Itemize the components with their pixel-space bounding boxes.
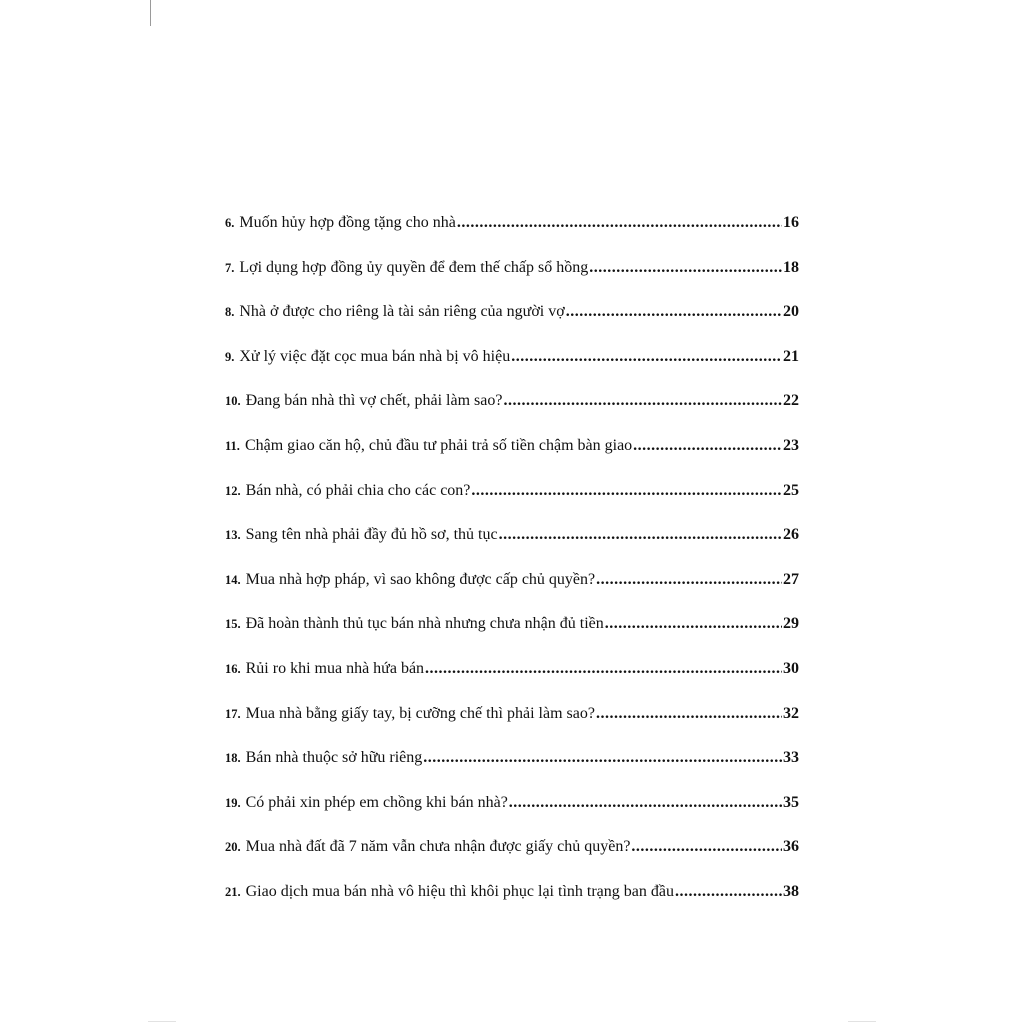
toc-entry-page: 29 [783,615,799,633]
page-bottom-edge-right [848,1021,876,1022]
toc-entry-page: 26 [783,526,799,544]
toc-entry-number: 7. [225,260,235,275]
dot-leader [423,743,782,773]
page-edge-mark [150,0,151,26]
toc-entry[interactable] [225,431,799,476]
toc-entry-title: Bán nhà thuộc sở hữu riêng [245,749,423,767]
toc-entry-title: Giao dịch mua bán nhà vô hiệu thì khôi phục lại tình trạng ban đầu [245,882,674,900]
toc-entry[interactable] [225,743,799,788]
toc-entry-title: Có phải xin phép em chồng khi bán nhà? [245,793,508,811]
toc-entry-page: 18 [783,258,799,276]
toc-entry-title: Lợi dụng hợp đồng ủy quyền để đem thế chấp sổ hồng [239,258,589,276]
toc-entry-page: 25 [783,481,799,499]
toc-entry-title: Mua nhà bằng giấy tay, bị cưỡng chế thì phải làm sao? [245,704,595,722]
dot-leader [457,208,782,238]
toc-entry[interactable] [225,520,799,565]
toc-entry-number: 6. [225,216,235,230]
toc-entry-number: 12. [225,483,241,498]
toc-entry-title: Mua nhà hợp pháp, vì sao không được cấp chủ quyền? [245,570,596,588]
toc-entry-page: 27 [783,570,799,588]
toc-entry[interactable] [225,609,799,654]
toc-entry[interactable] [225,877,799,922]
toc-entry-number: 17. [225,706,241,721]
toc-entry-title: Mua nhà đất đã 7 năm vẫn chưa nhận được giấy chủ quyền? [245,838,631,856]
dot-leader [675,877,782,907]
toc-entry-title: Muốn hủy hợp đồng tặng cho nhà [239,214,456,231]
table-of-contents [225,208,799,922]
page-bottom-edge-left [148,1021,176,1022]
dot-leader [471,476,782,506]
toc-entry-number: 20. [225,840,241,855]
toc-entry-number: 11. [225,438,240,453]
toc-entry[interactable] [225,654,799,699]
toc-entry[interactable] [225,208,799,253]
toc-entry-number: 14. [225,572,241,587]
toc-entry-title: Rủi ro khi mua nhà hứa bán [245,659,425,677]
toc-entry-page: 22 [783,392,799,410]
toc-entry-number: 16. [225,661,241,676]
toc-entry-number: 9. [225,349,235,364]
dot-leader [511,342,782,372]
toc-entry-number: 21. [225,884,241,899]
toc-entry[interactable] [225,386,799,431]
dot-leader [499,520,782,550]
toc-entry-page: 23 [783,436,799,454]
toc-entry[interactable] [225,253,799,298]
toc-entry-page: 30 [783,659,799,677]
toc-entry-number: 15. [225,617,241,632]
toc-entry[interactable] [225,699,799,744]
toc-entry-page: 20 [783,303,799,321]
toc-entry-page: 21 [783,347,799,365]
toc-entry-title: Sang tên nhà phải đầy đủ hồ sơ, thủ tục [245,526,498,544]
dot-leader [596,565,782,595]
toc-entry-title: Đang bán nhà thì vợ chết, phải làm sao? [245,392,503,410]
toc-entry-title: Bán nhà, có phải chia cho các con? [245,481,471,499]
toc-entry-title: Xử lý việc đặt cọc mua bán nhà bị vô hiệu [239,347,511,365]
dot-leader [509,788,782,818]
toc-entry-page: 32 [783,704,799,722]
dot-leader [633,431,782,461]
toc-entry-title: Nhà ở được cho riêng là tài sản riêng của người vợ [239,303,565,321]
toc-entry[interactable] [225,565,799,610]
toc-entry-title: Chậm giao căn hộ, chủ đầu tư phải trả số tiền chậm bàn giao [244,436,633,454]
toc-entry-page: 38 [783,882,799,900]
toc-entry-number: 8. [225,305,235,320]
toc-entry-page: 16 [783,214,799,231]
toc-entry-number: 10. [225,394,241,409]
toc-entry-number: 19. [225,795,241,810]
toc-entry-page: 36 [783,838,799,856]
dot-leader [503,386,782,416]
dot-leader [589,253,782,283]
dot-leader [566,297,782,327]
toc-entry[interactable] [225,297,799,342]
dot-leader [631,832,782,862]
toc-entry-page: 33 [783,749,799,767]
toc-entry-number: 18. [225,751,241,766]
toc-entry-page: 35 [783,793,799,811]
toc-entry-number: 13. [225,528,241,543]
toc-entry[interactable] [225,832,799,877]
toc-entry[interactable] [225,788,799,833]
dot-leader [596,699,782,729]
toc-entry[interactable] [225,476,799,521]
dot-leader [605,609,782,639]
toc-entry[interactable] [225,342,799,387]
dot-leader [425,654,782,684]
toc-entry-title: Đã hoàn thành thủ tục bán nhà nhưng chưa nhận đủ tiền [245,615,604,633]
